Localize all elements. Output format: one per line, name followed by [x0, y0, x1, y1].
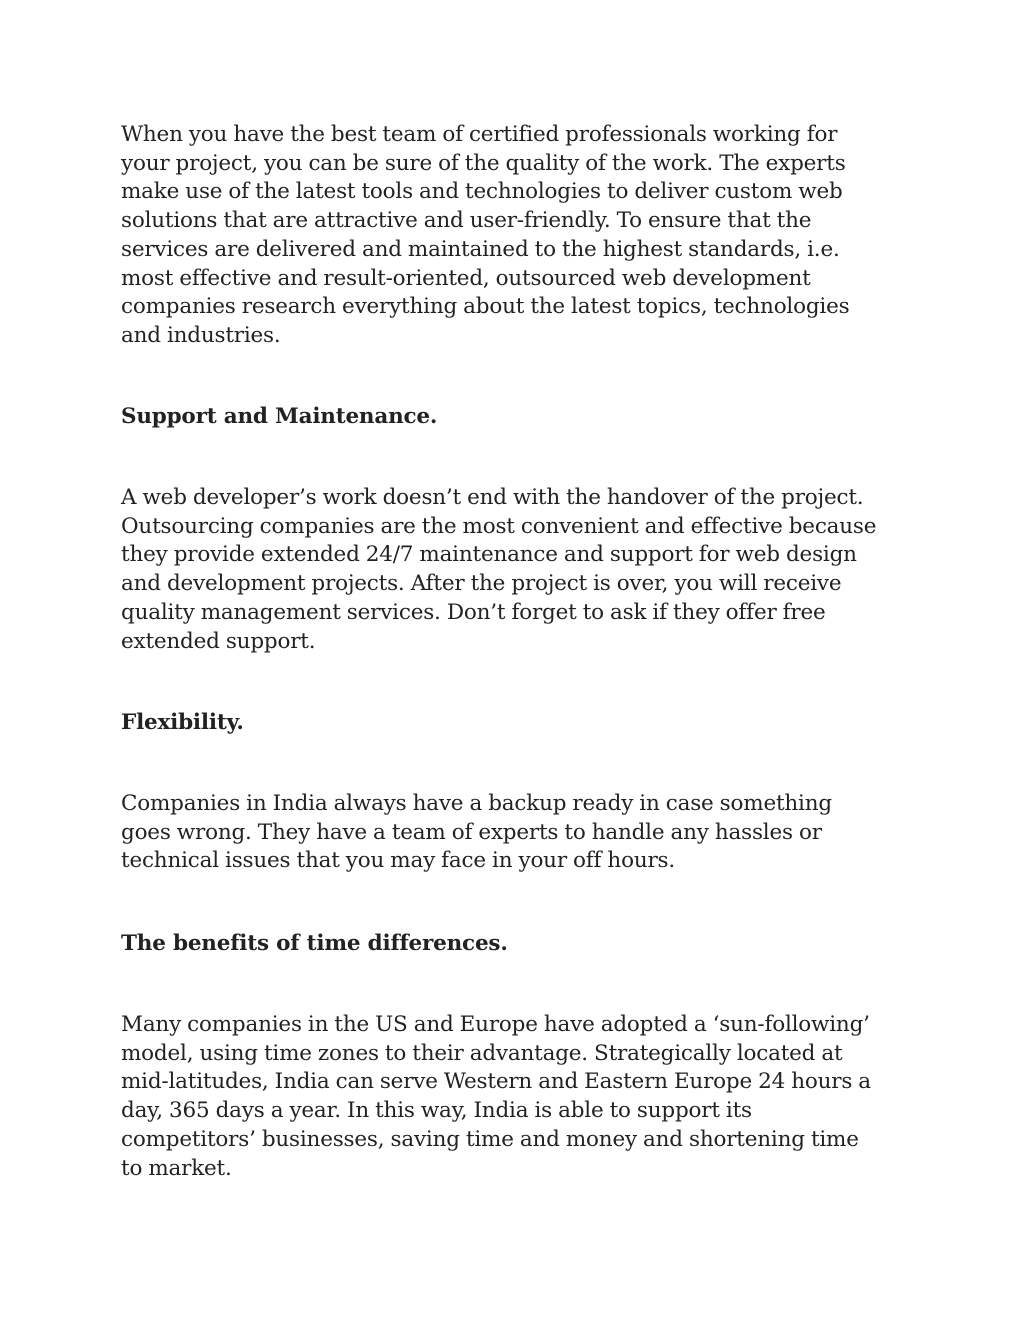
- paragraph-line: services are delivered and maintained to the highest standards, i.e.: [121, 236, 840, 262]
- paragraph-line: mid-latitudes, India can serve Western and Eastern Europe 24 hours a: [121, 1069, 871, 1095]
- heading-time-differences: The benefits of time differences.: [121, 931, 508, 956]
- paragraph-line: Companies in India always have a backup ready in case something: [121, 791, 832, 816]
- paragraph-flexibility: [121, 790, 911, 876]
- paragraph-line: to market.: [121, 1155, 232, 1181]
- paragraph-line: your project, you can be sure of the quality of the work. The experts: [121, 150, 846, 176]
- paragraph-line: goes wrong. They have a team of experts to handle any hassles or: [121, 819, 822, 845]
- paragraph-line: solutions that are attractive and user-friendly. To ensure that the: [121, 208, 812, 234]
- paragraph-time-differences: [121, 1011, 911, 1183]
- heading-flexibility: Flexibility.: [121, 710, 244, 735]
- paragraph-line: day, 365 days a year. In this way, India is able to support its: [121, 1098, 752, 1124]
- paragraph-line: competitors’ businesses, saving time and money and shortening time: [121, 1126, 859, 1152]
- paragraph-line: Many companies in the US and Europe have adopted a ‘sun-following’: [121, 1012, 870, 1037]
- paragraph-line: model, using time zones to their advantage. Strategically located at: [121, 1040, 843, 1066]
- paragraph-line: make use of the latest tools and technologies to deliver custom web: [121, 179, 843, 205]
- paragraph-line: extended support.: [121, 628, 316, 654]
- paragraph-line: quality management services. Don’t forget to ask if they offer free: [121, 599, 826, 625]
- paragraph-line: and development projects. After the project is over, you will receive: [121, 571, 842, 597]
- paragraph-line: Outsourcing companies are the most convenient and effective because: [121, 513, 877, 539]
- paragraph-line: companies research everything about the latest topics, technologies: [121, 294, 850, 320]
- paragraph-team-quality: [121, 121, 911, 351]
- paragraph-line: most effective and result-oriented, outsourced web development: [121, 265, 811, 291]
- heading-support-maintenance: Support and Maintenance.: [121, 404, 438, 429]
- paragraph-line: they provide extended 24/7 maintenance and support for web design: [121, 542, 857, 568]
- paragraph-line: When you have the best team of certified professionals working for: [121, 122, 838, 147]
- paragraph-line: technical issues that you may face in your off hours.: [121, 848, 676, 874]
- paragraph-line: A web developer’s work doesn’t end with the handover of the project.: [121, 485, 864, 510]
- paragraph-support-maintenance: [121, 484, 911, 656]
- paragraph-line: and industries.: [121, 322, 281, 348]
